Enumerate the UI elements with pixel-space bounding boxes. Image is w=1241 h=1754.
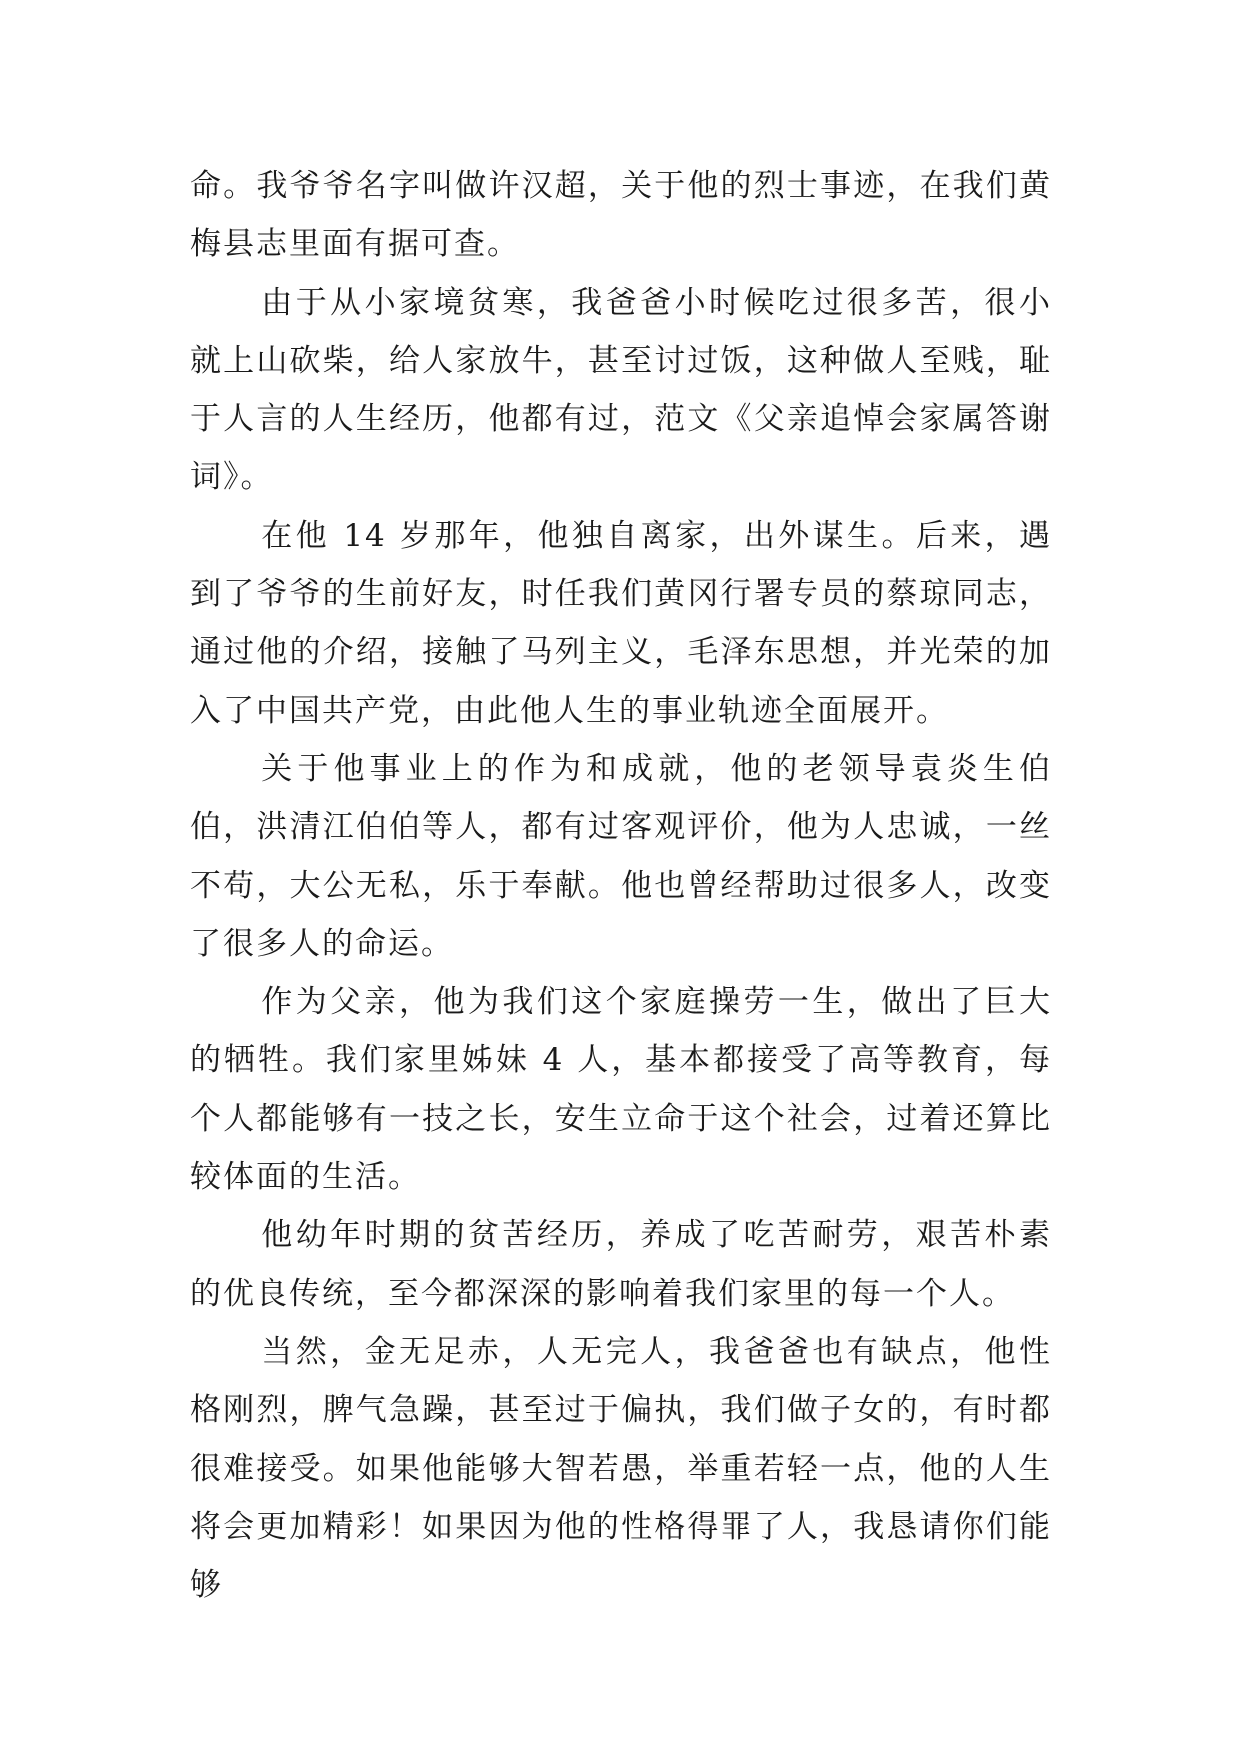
paragraph-2: 由于从小家境贫寒，我爸爸小时候吃过很多苦，很小就上山砍柴，给人家放牛，甚至讨过饭，这种做人至贱，耻于人言的人生经历，他都有过，范文《父亲追悼会家属答谢词》。 — [190, 284, 1052, 496]
paragraph-1: 命。我爷爷名字叫做许汉超，关于他的烈士事迹，在我们黄梅县志里面有据可查。 — [190, 168, 1052, 263]
paragraph-6: 他幼年时期的贫苦经历，养成了吃苦耐劳，艰苦朴素的优良传统，至今都深深的影响着我们家里的每一个人。 — [190, 1217, 1052, 1312]
paragraph-5: 作为父亲，他为我们这个家庭操劳一生，做出了巨大的牺牲。我们家里姊妹 4 人，基本都接受了高等教育，每个人都能够有一技之长，安生立命于这个社会，过着还算比较体面的生活。 — [190, 984, 1052, 1196]
document-page — [190, 157, 1052, 1614]
paragraph-3: 在他 14 岁那年，他独自离家，出外谋生。后来，遇到了爷爷的生前好友，时任我们黄冈行署专员的蔡琼同志，通过他的介绍，接触了马列主义，毛泽东思想，并光荣的加入了中国共产党，由此他人生的事业轨迹全面展开。 — [190, 517, 1052, 729]
paragraph-4: 关于他事业上的作为和成就，他的老领导袁炎生伯伯，洪清江伯伯等人，都有过客观评价，他为人忠诚，一丝不苟，大公无私，乐于奉献。他也曾经帮助过很多人，改变了很多人的命运。 — [190, 750, 1052, 962]
paragraph-7: 当然，金无足赤，人无完人，我爸爸也有缺点，他性格刚烈，脾气急躁，甚至过于偏执，我们做子女的，有时都很难接受。如果他能够大智若愚，举重若轻一点，他的人生将会更加精彩！如果因为他的性格得罪了人，我恳请你们能够 — [190, 1333, 1052, 1604]
